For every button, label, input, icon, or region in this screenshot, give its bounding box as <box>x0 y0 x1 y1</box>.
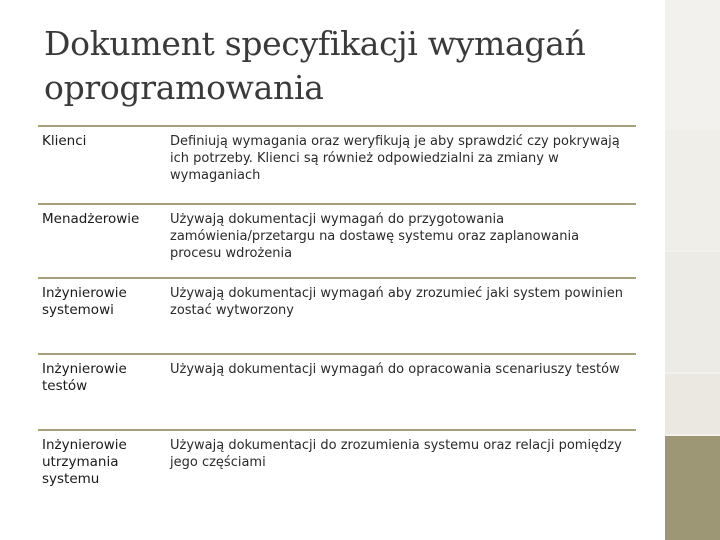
roles-table <box>38 125 636 509</box>
description-cell: Używają dokumentacji wymagań aby zrozumieć jaki system powinien zostać wytworzony <box>170 286 623 318</box>
side-strip <box>665 252 720 372</box>
side-accent-block <box>665 436 720 540</box>
role-cell: Inżynierowie utrzymania systemu <box>42 437 127 487</box>
side-strip <box>665 0 720 128</box>
table-row <box>38 125 636 203</box>
description-cell: Używają dokumentacji do zrozumienia systemu oraz relacji pomiędzy jego częściami <box>170 438 622 470</box>
side-decoration-panel <box>665 0 720 540</box>
table-row <box>38 429 636 509</box>
role-cell: Inżynierowie testów <box>42 361 127 394</box>
description-cell: Definiują wymagania oraz weryfikują je aby sprawdzić czy pokrywają ich potrzeby. Klienci są również odpowiedzialni za zmiany w wymaganiach <box>170 134 620 183</box>
slide-title: Dokument specyfikacji wymagań oprogramowania <box>44 24 586 107</box>
role-cell: Klienci <box>42 133 87 149</box>
table-row <box>38 353 636 429</box>
side-strip <box>665 130 720 250</box>
table-row <box>38 203 636 277</box>
description-cell: Używają dokumentacji wymagań do opracowania scenariuszy testów <box>170 362 620 377</box>
role-cell: Menadżerowie <box>42 211 140 227</box>
description-cell: Używają dokumentacji wymagań do przygotowania zamówienia/przetargu na dostawę systemu oraz zaplanowania procesu wdrożenia <box>170 212 580 261</box>
table-row <box>38 277 636 353</box>
side-strip <box>665 374 720 434</box>
role-cell: Inżynierowie systemowi <box>42 285 127 318</box>
